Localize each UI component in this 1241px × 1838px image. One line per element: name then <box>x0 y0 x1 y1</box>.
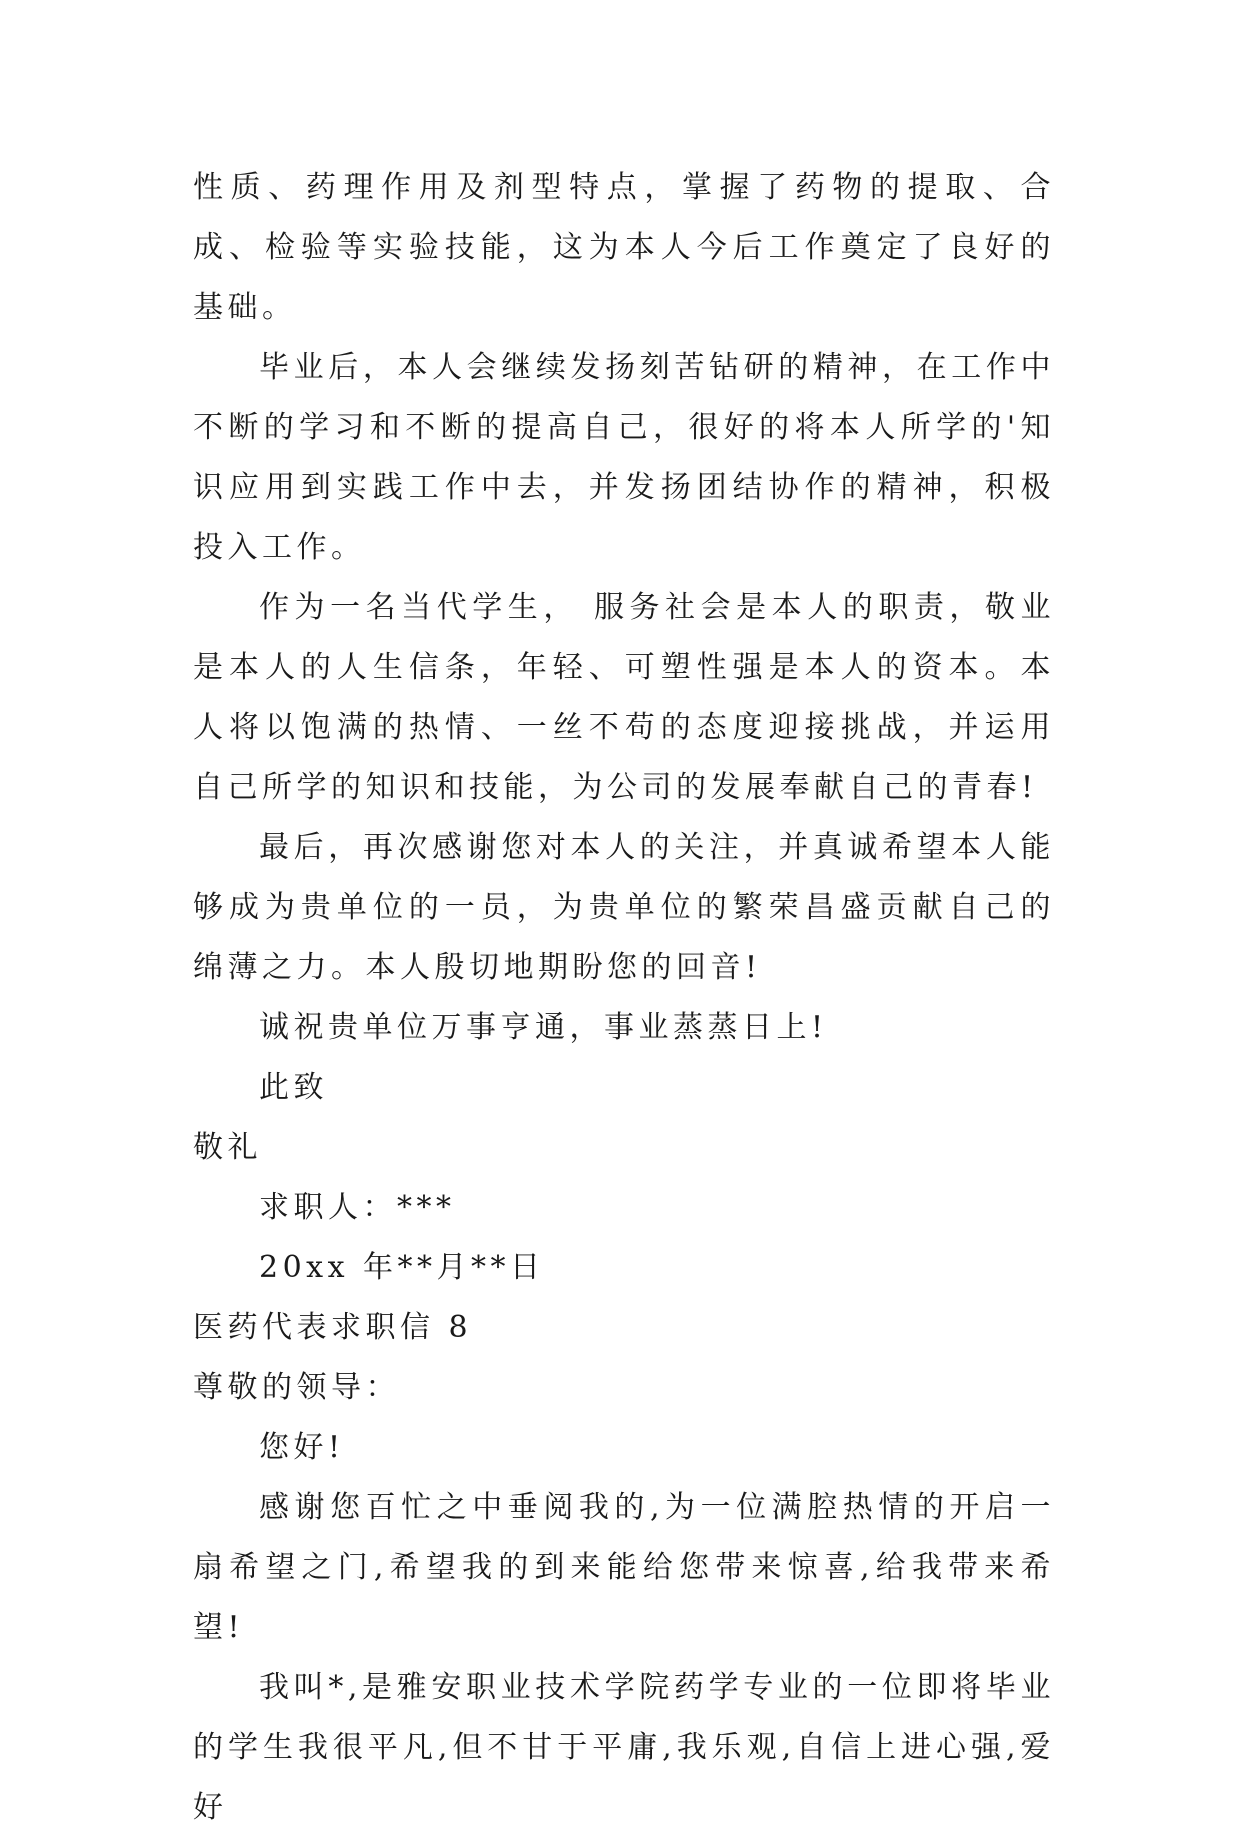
paragraph-after-graduation: 毕业后，本人会继续发扬刻苦钻研的精神，在工作中不断的学习和不断的提高自己，很好的将本人所学的'知识应用到实践工作中去，并发扬团结协作的精神，积极投入工作。 <box>193 350 1055 565</box>
paragraph-as-student: 作为一名当代学生， 服务社会是本人的职责，敬业是本人的人生信条，年轻、可塑性强是本人的资本。本人将以饱满的热情、一丝不苟的态度迎接挑战，并运用自己所学的知识和技能，为公司的发展奉献自己的青春! <box>193 590 1055 805</box>
paragraph-thanks: 感谢您百忙之中垂阅我的,为一位满腔热情的开启一扇希望之门,希望我的到来能给您带来惊喜,给我带来希望! <box>193 1490 1055 1645</box>
greeting-hello: 您好! <box>259 1430 345 1465</box>
salutation-jingli: 敬礼 <box>193 1130 262 1165</box>
signature-date: 20xx 年**月**日 <box>259 1250 545 1285</box>
paragraph-skills: 性质、药理作用及剂型特点，掌握了药物的提取、合成、检验等实验技能，这为本人今后工作奠定了良好的基础。 <box>193 170 1055 325</box>
signature-applicant: 求职人：*** <box>259 1190 456 1225</box>
section-heading: 医药代表求职信 8 <box>193 1310 473 1345</box>
paragraph-wishes: 诚祝贵单位万事亨通，事业蒸蒸日上! <box>259 1010 828 1045</box>
paragraph-introduction: 我叫*,是雅安职业技术学院药学专业的一位即将毕业的学生我很平凡,但不甘于平庸,我乐观,自信上进心强,爱好 <box>193 1670 1055 1825</box>
salutation-cizhi: 此致 <box>259 1070 328 1105</box>
paragraph-closing-thanks: 最后，再次感谢您对本人的关注，并真诚希望本人能够成为贵单位的一员，为贵单位的繁荣昌盛贡献自己的绵薄之力。本人殷切地期盼您的回音! <box>193 830 1055 985</box>
greeting-recipient: 尊敬的领导： <box>193 1370 400 1405</box>
letter-body <box>193 158 1055 1838</box>
